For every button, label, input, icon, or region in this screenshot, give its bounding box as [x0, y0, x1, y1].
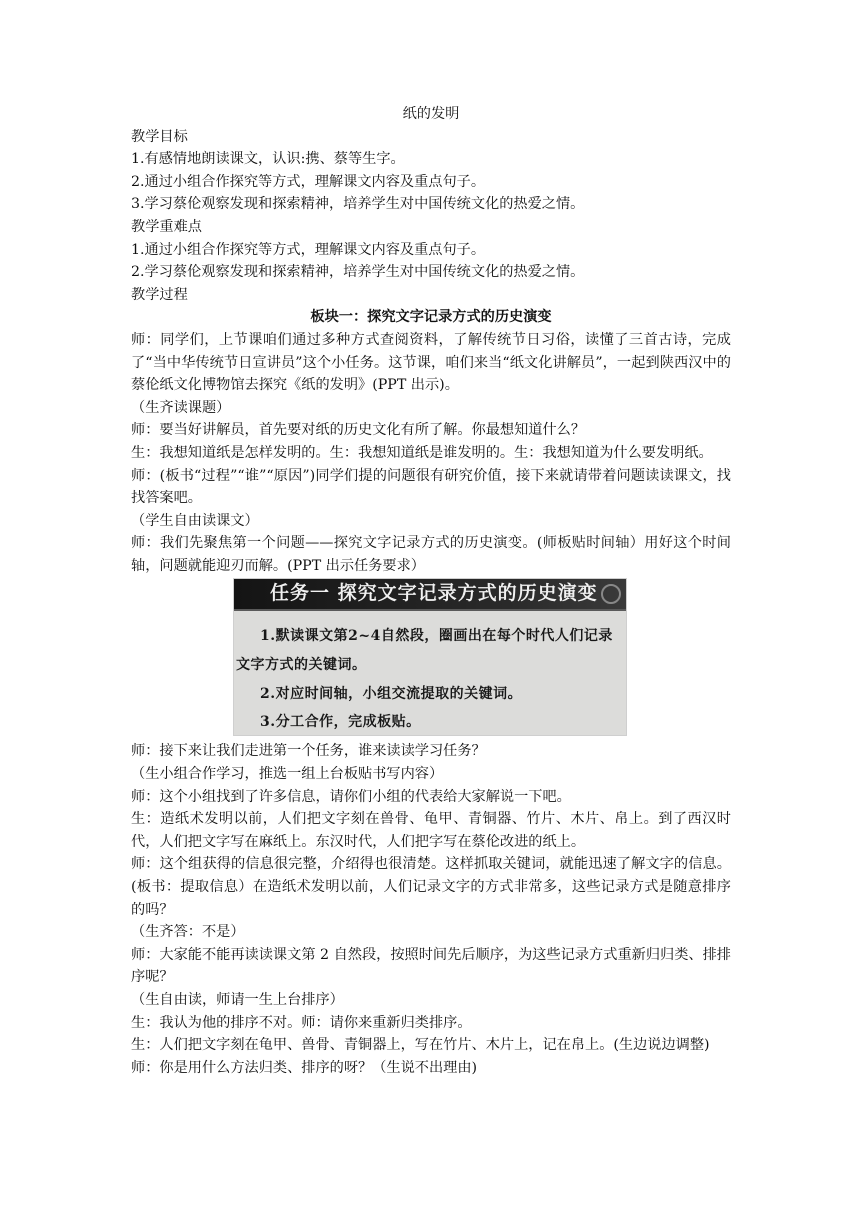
- slide-heading: 任务一 探究文字记录方式的历史演变: [270, 582, 598, 605]
- paragraph: 2.通过小组合作探究等方式，理解课文内容及重点句子。: [131, 173, 486, 190]
- paragraph: 生：我想知道纸是怎样发明的。生：我想知道纸是谁发明的。生：我想知道为什么要发明纸。: [131, 444, 713, 461]
- paragraph: 生：我认为他的排序不对。师：请你来重新归类排序。: [131, 1014, 472, 1031]
- paragraph: （生自由读，师请一生上台排序）: [131, 992, 344, 1008]
- paragraph: 师：接下来让我们走进第一个任务，谁来读读学习任务？: [131, 743, 486, 760]
- lesson-plan-lower-section: [131, 740, 731, 1079]
- paragraph: 师：这个小组找到了许多信息，请你们小组的代表给大家解说一下吧。: [131, 788, 571, 805]
- paragraph: 师：你是用什么方法归类、排序的呀？（生说不出理由): [131, 1059, 478, 1076]
- paragraph: 师：这个组获得的信息很完整，介绍得也很清楚。这样抓取关键词，就能迅速了解文字的信息。(板书：提取信息）在造纸术发明以前，人们记录文字的方式非常多，这些记录方式是随意排序的吗？: [131, 856, 731, 918]
- paragraph: 师：要当好讲解员，首先要对纸的历史文化有所了解。你最想知道什么？: [131, 422, 586, 439]
- slide-task-line: 1.默读课文第2~4自然段，圈画出在每个时代人们记录: [260, 628, 613, 645]
- document-page: [131, 103, 731, 1079]
- lesson-plan-upper-section: [131, 126, 731, 578]
- paragraph: 教学重难点: [131, 218, 202, 235]
- paragraph: 1.有感情地朗读课文，认识:携、蔡等生字。: [131, 151, 405, 168]
- ppt-task-slide-image: [233, 578, 627, 736]
- paragraph: 教学目标: [131, 128, 188, 145]
- slide-task-line: 2.对应时间轴，小组交流提取的关键词。: [260, 686, 523, 703]
- section-heading: 板块一：探究文字记录方式的历史演变: [310, 309, 552, 326]
- document-title: 纸的发明: [402, 106, 460, 122]
- paragraph: 1.通过小组合作探究等方式，理解课文内容及重点句子。: [131, 241, 486, 258]
- paragraph: （生齐读课题）: [131, 399, 231, 416]
- paragraph: 师：同学们，上节课咱们通过多种方式查阅资料，了解传统节日习俗，读懂了三首古诗，完成了“当中华传统节日宣讲员”这个小任务。这节课，咱们来当“纸文化讲解员”，一起到陕西汉中的蔡伦纸文化博物馆去探究《纸的发明》(PPT 出示)。: [131, 331, 731, 394]
- paragraph: （生小组合作学习，推选一组上台板贴书写内容）: [131, 766, 444, 783]
- paragraph: 2.学习蔡伦观察发现和探索精神，培养学生对中国传统文化的热爱之情。: [131, 264, 585, 281]
- paragraph: 教学过程: [131, 286, 188, 303]
- paragraph: 生：造纸术发明以前，人们把文字刻在兽骨、龟甲、青铜器、竹片、木片、帛上。到了西汉时代，人们把文字写在麻纸上。东汉时代，人们把字写在蔡伦改进的纸上。: [131, 811, 731, 850]
- slide-header-bar: [234, 579, 626, 611]
- slide-task-line: 3.分工合作，完成板贴。: [260, 714, 421, 731]
- paragraph: 生：人们把文字刻在龟甲、兽骨、青铜器上，写在竹片、木片上，记在帛上。(生边说边调整): [131, 1037, 710, 1054]
- circle-icon: [601, 584, 621, 604]
- paragraph: （生齐答：不是）: [131, 924, 245, 941]
- paragraph: 师：我们先聚焦第一个问题——探究文字记录方式的历史演变。(师板贴时间轴）用好这个时间轴，问题就能迎刃而解。(PPT 出示任务要求）: [131, 535, 731, 574]
- paragraph: 3.学习蔡伦观察发现和探索精神，培养学生对中国传统文化的热爱之情。: [131, 196, 585, 213]
- paragraph: 师：大家能不能再读读课文第 2 自然段，按照时间先后顺序，为这些记录方式重新归归类、排排序呢？: [131, 946, 731, 986]
- slide-task-line: 文字方式的关键词。: [236, 657, 367, 674]
- paragraph: （学生自由读课文）: [131, 512, 259, 529]
- paragraph: 师：(板书“过程”“谁”“原因”)同学们提的问题很有研究价值，接下来就请带着问题读读课文，找找答案吧。: [131, 467, 731, 507]
